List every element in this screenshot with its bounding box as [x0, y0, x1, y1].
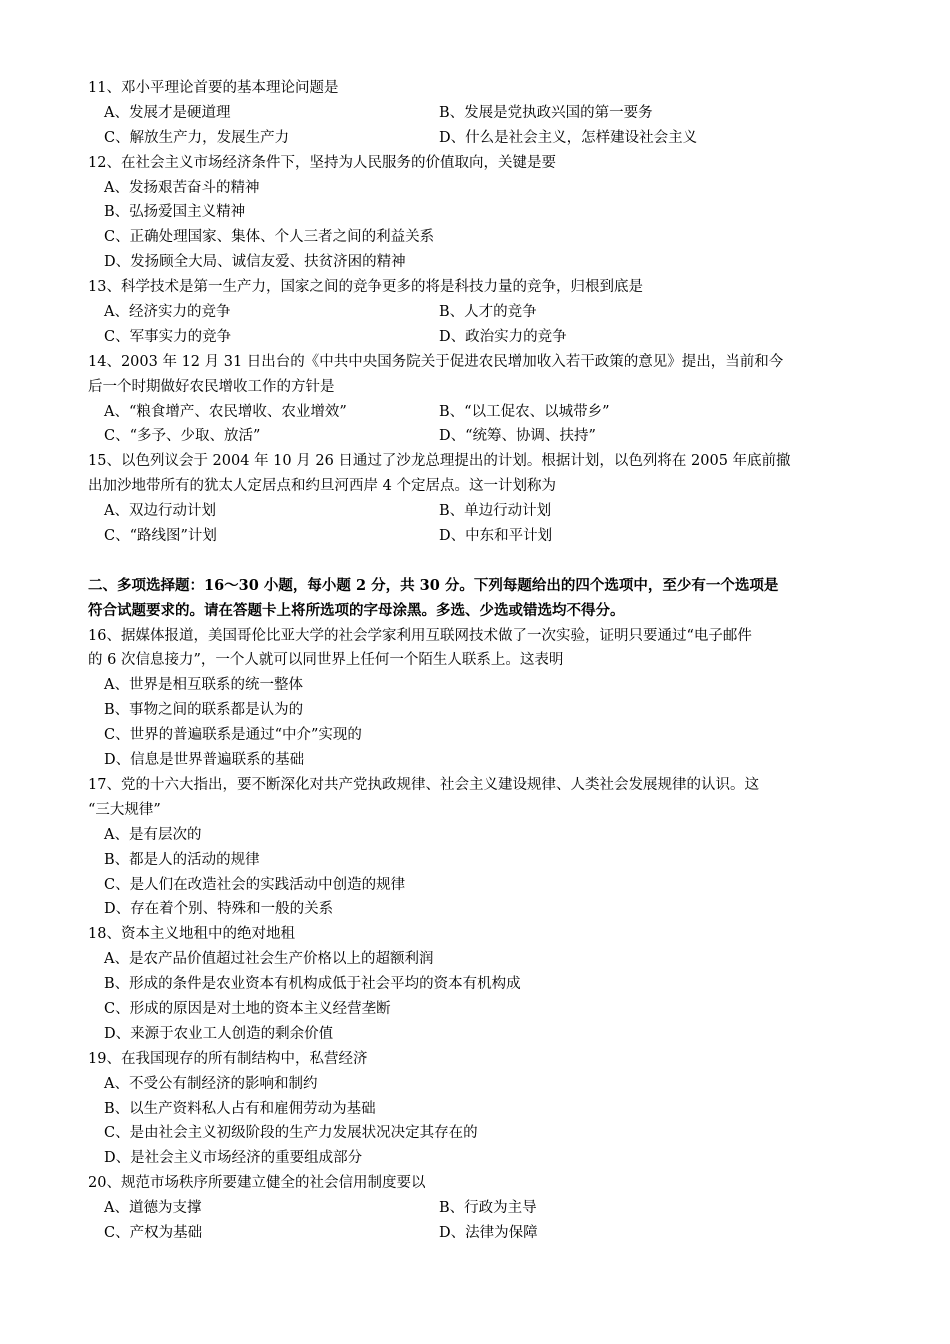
question-13-option-d: D、政治实力的竞争	[439, 328, 567, 345]
question-15-stem-line-2: 出加沙地带所有的犹太人定居点和约旦河西岸 4 个定居点。这一计划称为	[88, 478, 556, 495]
question-15-stem-line-1: 15、以色列议会于 2004 年 10 月 26 日通过了沙龙总理提出的计划。根据计划，以色列将在 2005 年底前撤	[88, 453, 791, 470]
question-20-option-c: C、产权为基础	[104, 1224, 203, 1241]
question-13-option-c: C、军事实力的竞争	[104, 328, 232, 345]
question-12-option-b: B、弘扬爱国主义精神	[104, 204, 246, 221]
question-14-options-row-1	[88, 400, 868, 425]
question-16-option-d: D、信息是世界普遍联系的基础	[104, 752, 305, 769]
section-spacer	[88, 549, 868, 574]
question-19-option-d: D、是社会主义市场经济的重要组成部分	[104, 1150, 363, 1167]
question-17-stem-line-2: “三大规律”	[88, 801, 161, 818]
question-13-option-a: A、经济实力的竞争	[104, 304, 231, 321]
question-12-option-c: C、正确处理国家、集体、个人三者之间的利益关系	[104, 229, 435, 246]
question-12-option-d: D、发扬顾全大局、诚信友爱、扶贫济困的精神	[104, 254, 406, 271]
question-14-option-c: C、“多予、少取、放活”	[104, 428, 261, 445]
question-15-options-row-1	[88, 499, 868, 524]
question-15-option-d: D、中东和平计划	[439, 528, 553, 545]
question-17-option-c: C、是人们在改造社会的实践活动中创造的规律	[104, 876, 406, 893]
question-15-options-row-2	[88, 524, 868, 549]
question-20-stem: 20、规范市场秩序所要建立健全的社会信用制度要以	[88, 1175, 426, 1192]
question-18-option-c: C、形成的原因是对土地的资本主义经营垄断	[104, 1000, 391, 1017]
question-11-option-a: A、发展才是硬道理	[104, 104, 231, 121]
question-15-option-b: B、单边行动计划	[439, 503, 552, 520]
question-18-option-b: B、形成的条件是农业资本有机构成低于社会平均的资本有机构成	[104, 976, 521, 993]
exam-page	[88, 76, 868, 1246]
question-16-option-a: A、世界是相互联系的统一整体	[104, 677, 303, 694]
question-18-stem: 18、资本主义地租中的绝对地租	[88, 926, 295, 943]
question-16-option-b: B、事物之间的联系都是认为的	[104, 702, 304, 719]
question-13-options-row-2	[88, 325, 868, 350]
question-12-stem: 12、在社会主义市场经济条件下，坚持为人民服务的价值取向，关键是要	[88, 154, 556, 171]
question-18-option-a: A、是农产品价值超过社会生产价格以上的超额利润	[104, 951, 434, 968]
question-19-stem: 19、在我国现存的所有制结构中，私营经济	[88, 1050, 368, 1067]
question-13-option-b: B、人才的竞争	[439, 304, 537, 321]
section-2-heading-line-1: 二、多项选择题：16～30 小题，每小题 2 分，共 30 分。下列每题给出的四个选项中，至少有一个选项是	[88, 576, 779, 594]
question-11-option-c: C、解放生产力，发展生产力	[104, 129, 290, 146]
question-14-stem-line-1: 14、2003 年 12 月 31 日出台的《中共中央国务院关于促进农民增加收入若干政策的意见》提出，当前和今	[88, 353, 784, 370]
question-14-option-d: D、“统筹、协调、扶持”	[439, 428, 596, 445]
question-19-option-a: A、不受公有制经济的影响和制约	[104, 1075, 318, 1092]
question-18-option-d: D、来源于农业工人创造的剩余价值	[104, 1025, 334, 1042]
question-15-option-a: A、双边行动计划	[104, 503, 216, 520]
question-20-options-row-1	[88, 1196, 868, 1221]
question-11-option-d: D、什么是社会主义，怎样建设社会主义	[439, 129, 698, 146]
question-19-option-c: C、是由社会主义初级阶段的生产力发展状况决定其存在的	[104, 1125, 478, 1142]
question-17-option-b: B、都是人的活动的规律	[104, 851, 260, 868]
question-11-options-row-1	[88, 101, 868, 126]
question-16-stem-line-1: 16、据媒体报道，美国哥伦比亚大学的社会学家利用互联网技术做了一次实验，证明只要通过“电子邮件	[88, 627, 752, 644]
question-20-options-row-2	[88, 1221, 868, 1246]
question-12-option-a: A、发扬艰苦奋斗的精神	[104, 179, 260, 196]
question-14-options-row-2	[88, 424, 868, 449]
question-16-option-c: C、世界的普遍联系是通过“中介”实现的	[104, 727, 362, 744]
question-16-stem-line-2: 的 6 次信息接力”，一个人就可以同世界上任何一个陌生人联系上。这表明	[88, 652, 564, 669]
question-15-option-c: C、“路线图”计划	[104, 528, 217, 545]
question-11-stem: 11、邓小平理论首要的基本理论问题是	[88, 80, 339, 96]
question-11-option-b: B、发展是党执政兴国的第一要务	[439, 104, 653, 121]
question-13-stem: 13、科学技术是第一生产力，国家之间的竞争更多的将是科技力量的竞争，归根到底是	[88, 279, 643, 296]
question-19-option-b: B、以生产资料私人占有和雇佣劳动为基础	[104, 1100, 376, 1117]
section-2-heading-line-2: 符合试题要求的。请在答题卡上将所选项的字母涂黑。多选、少选或错选均不得分。	[88, 601, 625, 619]
question-17-stem-line-1: 17、党的十六大指出，要不断深化对共产党执政规律、社会主义建设规律、人类社会发展规律的认识。这	[88, 776, 759, 793]
question-11-options-row-2	[88, 126, 868, 151]
question-20-option-d: D、法律为保障	[439, 1224, 538, 1241]
question-14-option-b: B、“以工促农、以城带乡”	[439, 403, 610, 420]
question-13-options-row-1	[88, 300, 868, 325]
question-17-option-a: A、是有层次的	[104, 826, 202, 843]
question-20-option-a: A、道德为支撑	[104, 1200, 202, 1217]
question-14-option-a: A、“粮食增产、农民增收、农业增效”	[104, 403, 347, 420]
question-20-option-b: B、行政为主导	[439, 1200, 537, 1217]
question-14-stem-line-2: 后一个时期做好农民增收工作的方针是	[88, 378, 335, 395]
question-17-option-d: D、存在着个别、特殊和一般的关系	[104, 901, 334, 918]
